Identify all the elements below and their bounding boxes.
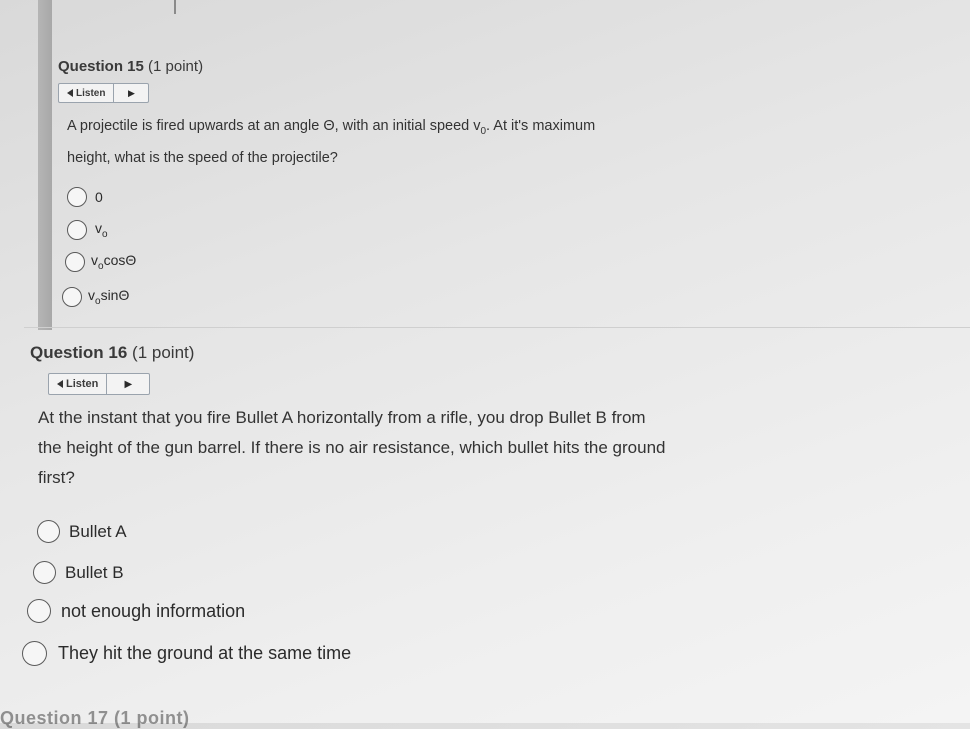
- option-q15-0[interactable]: [67, 187, 103, 207]
- listen-button[interactable]: [59, 84, 114, 102]
- radio-button[interactable]: [65, 252, 85, 272]
- speaker-icon: [67, 89, 73, 97]
- radio-button[interactable]: [67, 220, 87, 240]
- question-divider: [24, 327, 970, 328]
- option-q15-3[interactable]: [62, 287, 129, 307]
- option-label: Bullet A: [69, 521, 127, 541]
- option-q16-2[interactable]: [27, 599, 245, 623]
- question-title: [30, 343, 910, 363]
- option-label: $v_o$: [95, 220, 108, 240]
- question-text: A projectile is fired upwards at an angle Θ, with an initial speed $v_0$. At it's maximum height, what is the speed of the projectile?: [67, 118, 596, 166]
- next-question-title-partial: Question 17 (1 point): [0, 708, 190, 728]
- option-q16-3[interactable]: [22, 641, 351, 666]
- listen-button[interactable]: [49, 374, 107, 394]
- option-label: $v_o\cos\Theta$: [91, 252, 137, 272]
- option-label: not enough information: [61, 600, 246, 621]
- option-label: They hit the ground at the same time: [58, 643, 352, 663]
- listen-label: Listen: [76, 87, 106, 99]
- option-q16-1[interactable]: [33, 561, 124, 584]
- speaker-icon: [57, 380, 63, 388]
- radio-button[interactable]: [37, 520, 60, 543]
- top-divider-tick: [174, 0, 176, 14]
- radio-button[interactable]: [62, 287, 82, 307]
- option-q16-0[interactable]: [37, 520, 127, 543]
- question-number: Question 16: [30, 343, 128, 362]
- listen-widget: [58, 83, 149, 103]
- radio-button[interactable]: [27, 599, 51, 623]
- question-15: [58, 58, 858, 171]
- play-button[interactable]: [114, 84, 148, 102]
- listen-widget: [48, 373, 150, 395]
- option-label: Bullet B: [65, 562, 124, 582]
- option-label: 0: [95, 189, 103, 205]
- listen-label: Listen: [66, 378, 99, 390]
- question-number: Question 15: [58, 58, 144, 75]
- question-text: At the instant that you fire Bullet A horizontally from a rifle, you drop Bullet B from the height of the gun barrel. If there is no air resistance, which bullet hits the ground first?: [38, 408, 666, 487]
- play-icon: ▶: [124, 378, 133, 390]
- question-points: (1 point): [148, 58, 204, 75]
- option-q15-1[interactable]: [67, 220, 108, 240]
- play-icon: ▶: [127, 87, 135, 98]
- radio-button[interactable]: [22, 641, 47, 666]
- radio-button[interactable]: [67, 187, 87, 207]
- option-q15-2[interactable]: [65, 252, 136, 272]
- question-16: [30, 343, 910, 493]
- question-left-accent-bar: [38, 0, 52, 330]
- play-button[interactable]: [107, 374, 149, 394]
- question-title: [58, 58, 858, 75]
- option-label: $v_o\sin\Theta$: [88, 287, 130, 307]
- question-points: (1 point): [132, 343, 195, 362]
- radio-button[interactable]: [33, 561, 56, 584]
